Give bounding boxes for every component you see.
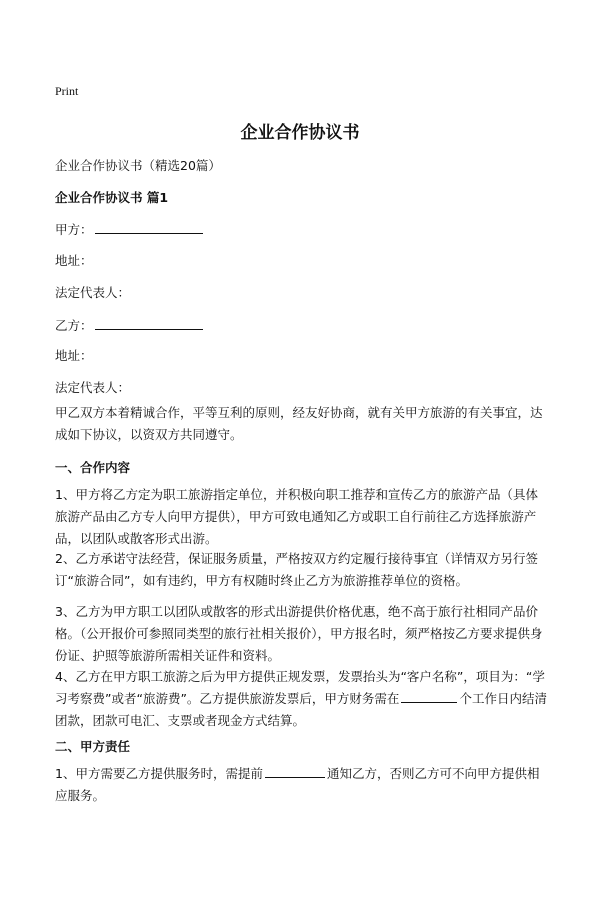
party-a-label: 甲方： bbox=[55, 222, 93, 237]
document-title: 企业合作协议书 bbox=[240, 123, 360, 143]
legal-rep-a-label: 法定代表人： bbox=[55, 285, 131, 300]
notice-period-blank bbox=[265, 763, 325, 778]
section1-heading: 一、合作内容 bbox=[55, 460, 131, 475]
article-heading: 企业合作协议书 篇1 bbox=[55, 190, 169, 205]
party-b-row bbox=[55, 315, 203, 334]
address-a-label: 地址： bbox=[55, 253, 93, 268]
section1-item4-text-before: 4、乙方在甲方职工旅游之后为甲方提供正规发票，发票抬头为“客户名称”，项目为：“学习考察费”或者“旅游费”。乙方提供旅游发票后，甲方财务需在 bbox=[55, 669, 545, 706]
section1-item2: 2、乙方承诺守法经营，保证服务质量，严格按双方约定履行接待事宜（详情双方另行签订“旅游合同”，如有违约，甲方有权随时终止乙方为旅游推荐单位的资格。 bbox=[55, 551, 538, 588]
section1-item4-text-after: 个工作日内结清团款，团款可电汇、支票或者现金方式结算。 bbox=[55, 691, 547, 728]
section1-item4 bbox=[55, 666, 550, 732]
section1-item3: 3、乙方为甲方职工以团队或散客的形式出游提供价格优惠，绝不高于旅行社相同产品价格。（公开报价可参照同类型的旅行社相关报价），甲方报名时，须严格按乙方要求提供身份证、护照等旅游所需相关证件和资料。 bbox=[55, 604, 543, 663]
party-b-blank bbox=[95, 315, 203, 330]
section2-item1-text-before: 1、甲方需要乙方提供服务时，需提前 bbox=[55, 766, 263, 781]
party-a-blank bbox=[95, 219, 203, 234]
intro-paragraph: 甲乙双方本着精诚合作，平等互利的原则，经友好协商，就有关甲方旅游的有关事宜，达成如下协议，以资双方共同遵守。 bbox=[55, 405, 543, 442]
section2-item1 bbox=[55, 763, 550, 807]
section2-item1-text-after: 通知乙方，否则乙方可不向甲方提供相应服务。 bbox=[55, 766, 540, 803]
document-subtitle: 企业合作协议书（精选20篇） bbox=[55, 158, 221, 173]
legal-rep-b-label: 法定代表人： bbox=[55, 380, 131, 395]
section2-heading: 二、甲方责任 bbox=[55, 739, 131, 754]
address-b-label: 地址： bbox=[55, 348, 93, 363]
section1-item1: 1、甲方将乙方定为职工旅游指定单位，并积极向职工推荐和宣传乙方的旅游产品（具体旅游产品由乙方专人向甲方提供），甲方可致电通知乙方或职工自行前往乙方选择旅游产品，以团队或散客形式出游。 bbox=[55, 487, 538, 546]
print-label[interactable]: Print bbox=[55, 84, 79, 98]
days-blank bbox=[401, 688, 457, 703]
party-a-row bbox=[55, 219, 203, 238]
party-b-label: 乙方： bbox=[55, 318, 93, 333]
